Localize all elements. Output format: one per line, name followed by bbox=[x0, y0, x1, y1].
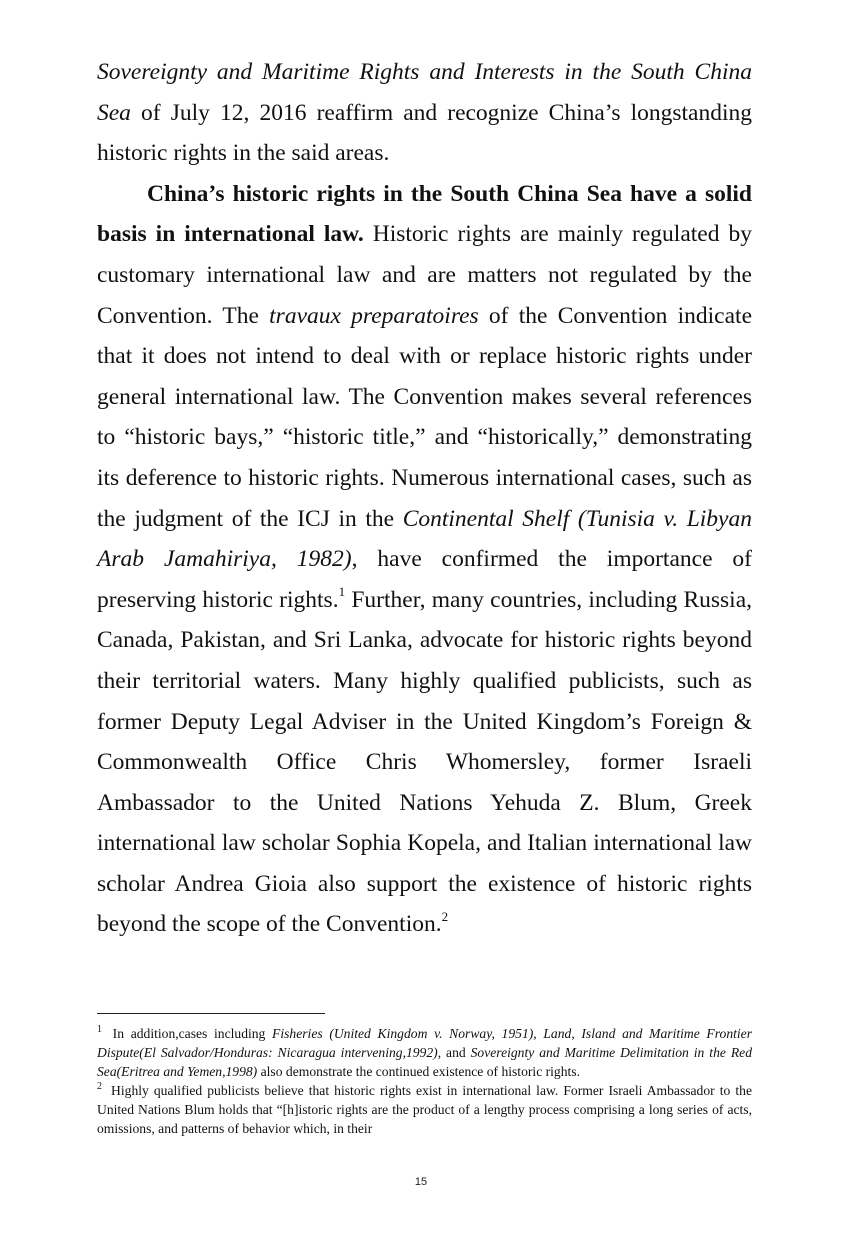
footnote-1-case-2: Land, Island and Maritime Frontier Dispute(El Salvador/Honduras: Nicaragua intervening,1992) bbox=[97, 1026, 752, 1060]
paragraph-2-text-d: Further, many countries, including Russia, Canada, Pakistan, and Sri Lanka, advocate for historic rights beyond their territorial waters. Many highly qualified publicists, such as former Deputy Legal Adviser in the United Kingdom’s Foreign & Commonwealth Office Chris Whomersley, former Israeli Ambassador to the United Nations Yehuda Z. Blum, Greek international law scholar Sophia Kopela, and Italian international law scholar Andrea Gioia also support the existence of historic rights beyond the scope of the Convention. bbox=[97, 586, 752, 938]
body-text bbox=[97, 52, 752, 945]
paragraph-1-text: of July 12, 2016 reaffirm and recognize China’s longstanding historic rights in the said areas. bbox=[97, 99, 752, 167]
document-title-italic: Sovereignty and Maritime Rights and Interests in the South China Sea bbox=[97, 59, 752, 126]
paragraph-1 bbox=[97, 52, 752, 174]
paragraph-2-lead-bold: China’s historic rights in the South China Sea have a solid basis in international law. bbox=[97, 180, 752, 248]
case-title-italic: Continental Shelf (Tunisia v. Libyan Arab Jamahiriya, 1982) bbox=[97, 505, 752, 573]
paragraph-2-text-c: , have confirmed the importance of preserving historic rights. bbox=[97, 546, 752, 613]
footnote-1-text-b: , bbox=[533, 1026, 544, 1041]
footnote-1-text-d: also demonstrate the continued existence of historic rights. bbox=[257, 1064, 580, 1079]
footnote-2-number: 2 bbox=[97, 1081, 102, 1093]
footnote-ref-1[interactable]: 1 bbox=[338, 583, 346, 599]
footnote-separator bbox=[97, 1013, 325, 1014]
paragraph-2 bbox=[97, 174, 752, 945]
travaux-italic: travaux preparatoires bbox=[269, 302, 479, 329]
footnotes bbox=[97, 1024, 752, 1138]
paragraph-2-text-a: Historic rights are mainly regulated by customary international law and are matters not regulated by the Convention. The bbox=[97, 221, 753, 329]
footnote-ref-2[interactable]: 2 bbox=[441, 908, 449, 924]
footnote-2-text: Highly qualified publicists believe that historic rights exist in international law. Former Israeli Ambassador to the United Nations Blum holds that “[h]istoric rights are the product of a lengthy process comprising a long series of acts, omissions, and patterns of behavior which, in their bbox=[97, 1083, 752, 1136]
footnote-1-number: 1 bbox=[97, 1024, 102, 1036]
footnote-1-text-a: In addition,cases including bbox=[106, 1026, 273, 1041]
footnote-1 bbox=[97, 1024, 752, 1081]
page-number: 15 bbox=[414, 1176, 428, 1188]
footnote-1-text-c: , and bbox=[437, 1045, 471, 1060]
paragraph-2-text-b: of the Convention indicate that it does not intend to deal with or replace historic rights under general international law. The Convention makes several references to “historic bays,” “historic title,” and “historically,” demonstrating its deference to historic rights. Numerous international cases, such as the judgment of the ICJ in the bbox=[97, 302, 752, 532]
footnote-1-case-1: Fisheries (United Kingdom v. Norway, 1951) bbox=[272, 1026, 534, 1041]
footnote-1-case-3: Sovereignty and Maritime Delimitation in the Red Sea(Eritrea and Yemen,1998) bbox=[97, 1045, 752, 1079]
footnote-2 bbox=[97, 1081, 752, 1138]
